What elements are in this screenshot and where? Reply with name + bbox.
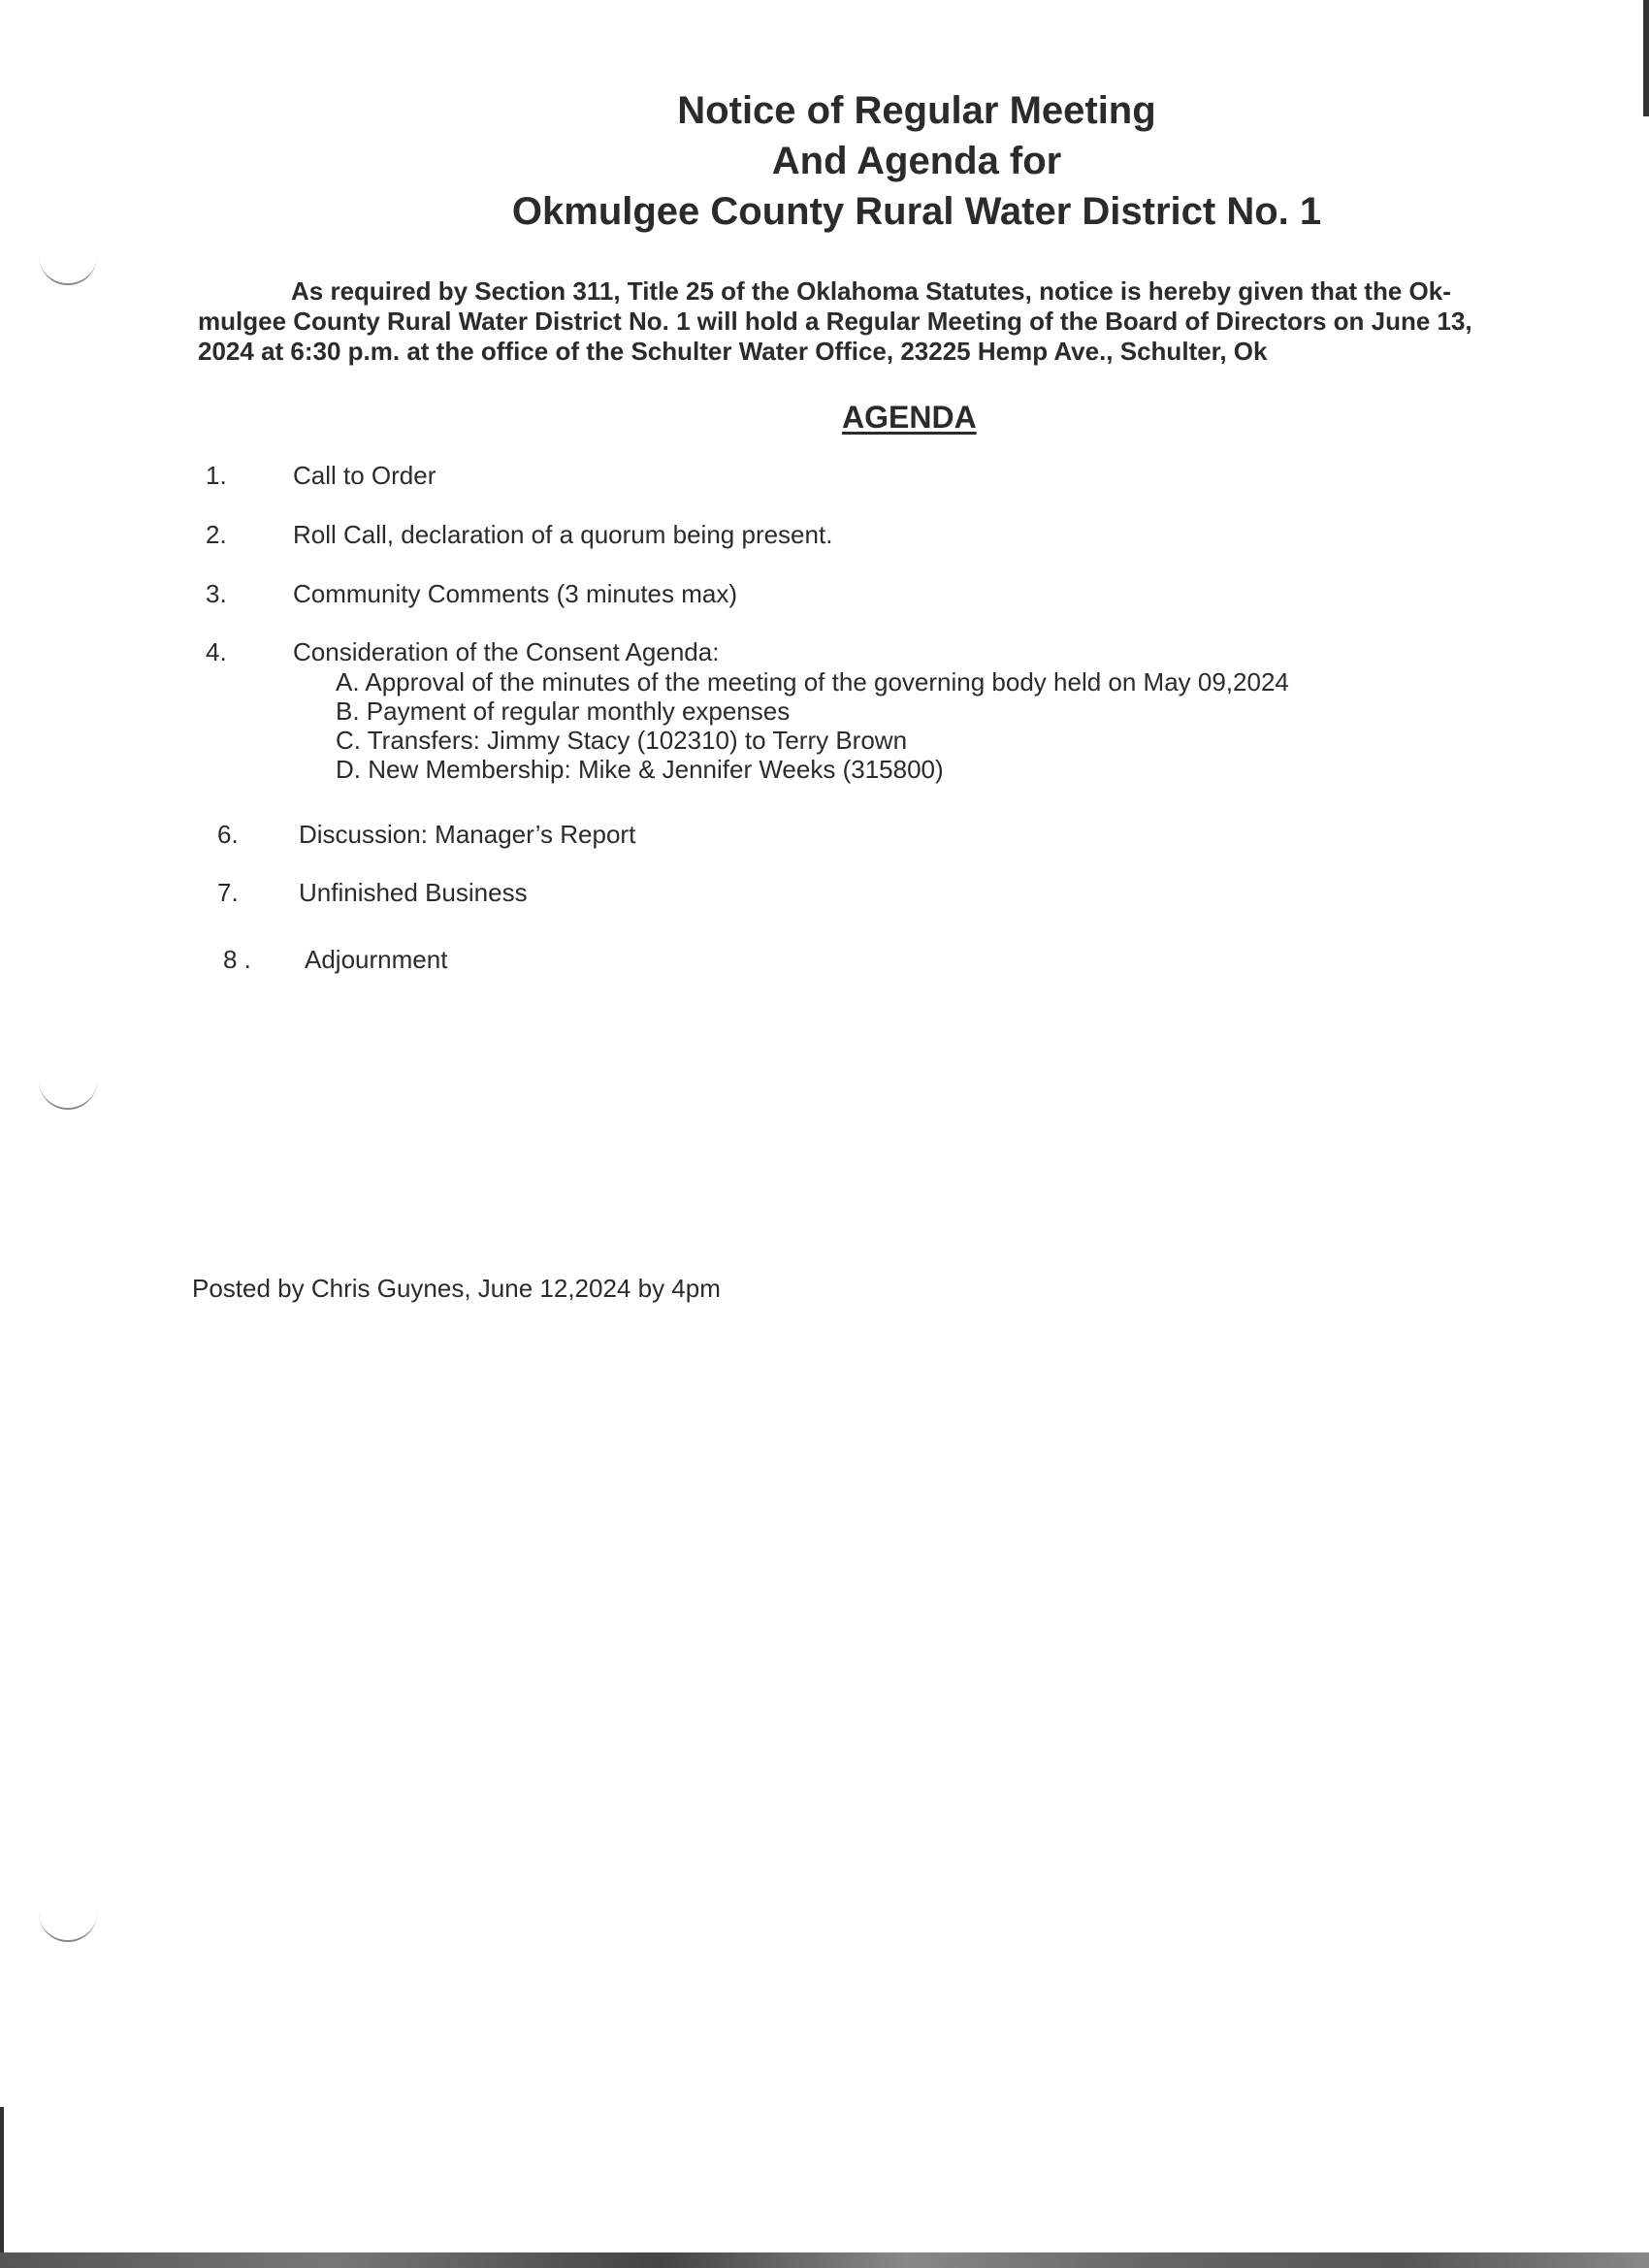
punch-hole-mark (39, 1911, 97, 1942)
agenda-item-number: 7. (217, 878, 239, 907)
agenda-item-label: Consideration of the Consent Agenda: (293, 637, 720, 666)
consent-subitem: B. Payment of regular monthly expenses (336, 697, 791, 726)
scan-edge-right (1643, 0, 1649, 116)
punch-hole-mark (39, 1079, 97, 1110)
title-line-1: Notice of Regular Meeting (677, 89, 1156, 132)
scan-edge-left (0, 2107, 4, 2252)
notice-line-2: mulgee County Rural Water District No. 1 will hold a Regular Meeting of the Board of Directors on June 13, (198, 307, 1472, 336)
agenda-item-number: 6. (217, 820, 239, 849)
consent-subitem: A. Approval of the minutes of the meeting of the governing body held on May 09,2024 (336, 667, 1289, 697)
agenda-item-number: 3. (206, 579, 227, 608)
title-line-2: And Agenda for (771, 140, 1062, 182)
agenda-item-number: 2. (206, 520, 227, 549)
agenda-item-label: Unfinished Business (299, 878, 528, 907)
notice-paragraph (198, 276, 1624, 367)
consent-subitem: C. Transfers: Jimmy Stacy (102310) to Terry Brown (336, 726, 908, 755)
agenda-item-label: Adjournment (305, 945, 448, 974)
document-title (0, 85, 1649, 237)
title-line-3: Okmulgee County Rural Water District No. 1 (511, 190, 1322, 233)
consent-subitem: D. New Membership: Mike & Jennifer Weeks (315800) (336, 755, 944, 784)
consent-agenda-subitems (336, 667, 1289, 784)
agenda-item-label: Roll Call, declaration of a quorum being present. (293, 520, 833, 549)
notice-line-3: 2024 at 6:30 p.m. at the office of the Schulter Water Office, 23225 Hemp Ave., Schulter, Ok (198, 337, 1268, 366)
scan-edge-bottom (0, 2252, 1649, 2268)
agenda-item-label: Discussion: Manager’s Report (299, 820, 636, 849)
agenda-heading: AGENDA (842, 400, 977, 435)
posted-by-note: Posted by Chris Guynes, June 12,2024 by 4pm (192, 1274, 721, 1303)
notice-line-1: As required by Section 311, Title 25 of the Oklahoma Statutes, notice is hereby given that the Ok- (291, 276, 1451, 306)
agenda-item-number: 1. (206, 461, 227, 490)
agenda-item-label: Community Comments (3 minutes max) (293, 579, 737, 608)
punch-hole-mark (39, 254, 97, 285)
agenda-item-label: Call to Order (293, 461, 436, 490)
agenda-item-number: 8 . (223, 945, 251, 974)
agenda-item-number: 4. (206, 637, 227, 666)
